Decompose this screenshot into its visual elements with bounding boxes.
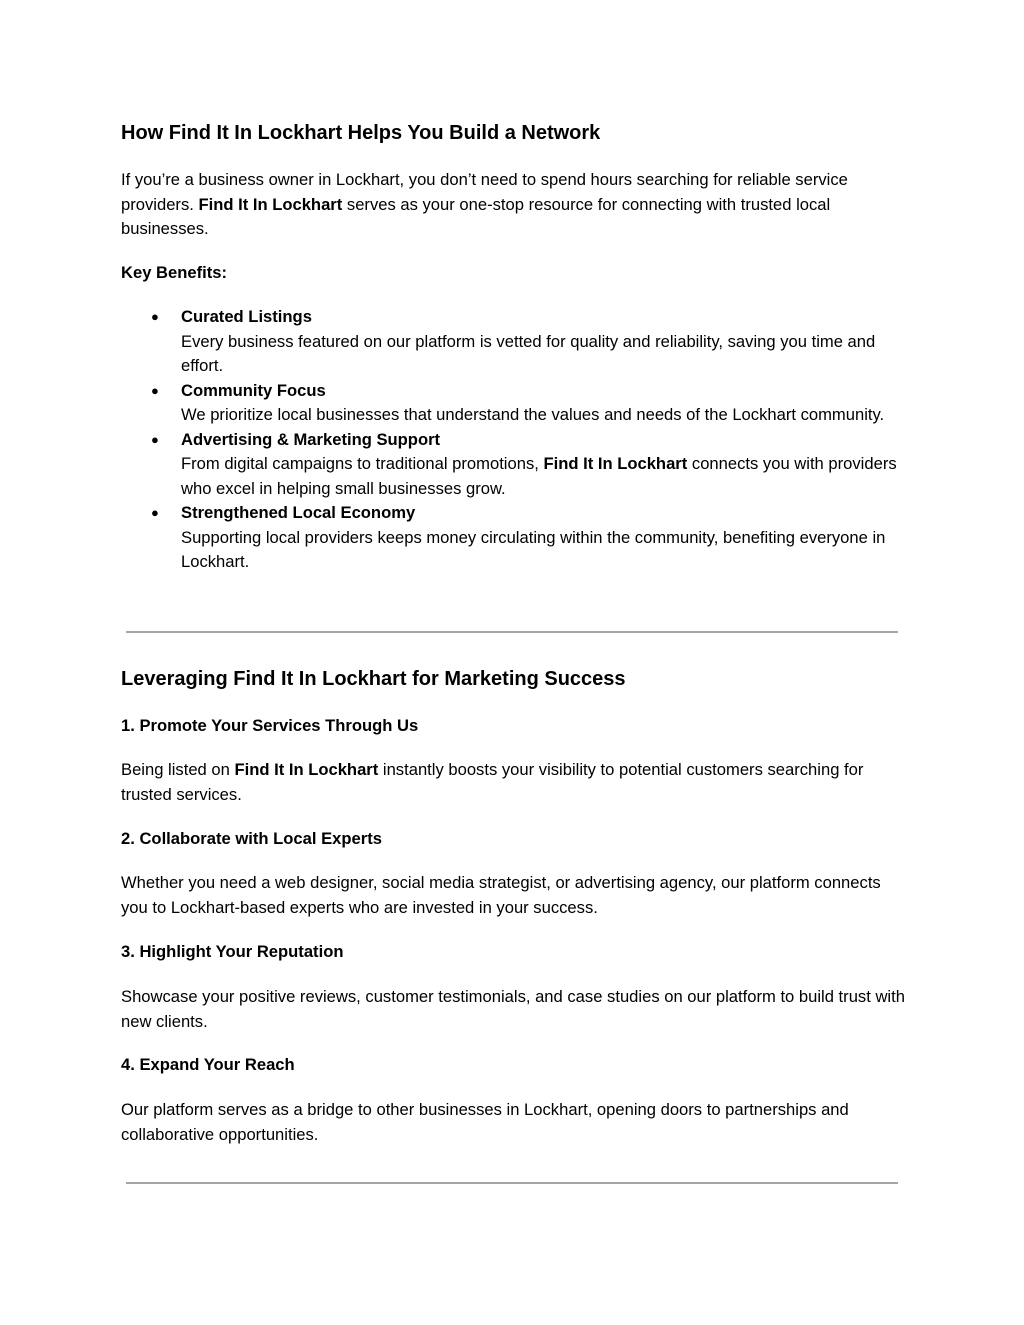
intro-bold: Find It In Lockhart [198, 194, 343, 214]
benefit-title: Advertising & Marketing Support [181, 429, 441, 449]
item2-title: 2. Collaborate with Local Experts [121, 829, 382, 848]
benefit-text: Every business featured on our platform is vetted for quality and reliability, saving you time and effort. [181, 331, 876, 375]
intro-text-a: If you’re a business owner in Lockhart, you don’t need to spend hours searching for reliable service providers. [121, 170, 848, 214]
bullet-icon: ● [151, 382, 159, 398]
section1-heading: How Find It In Lockhart Helps You Build a Network [121, 122, 601, 144]
item3-text: Showcase your positive reviews, customer testimonials, and case studies on our platform to build trust with new clients. [121, 987, 905, 1031]
item1-text-bold: Find It In Lockhart [234, 760, 379, 779]
benefit-text: We prioritize local businesses that understand the values and needs of the Lockhart community. [181, 405, 885, 424]
item1-text-a: Being listed on [121, 760, 235, 779]
bullet-icon: ● [151, 431, 159, 447]
benefit-title: Community Focus [181, 380, 326, 400]
section1-intro [121, 168, 911, 242]
section2-heading: Leveraging Find It In Lockhart for Marketing Success [121, 668, 626, 690]
bullet-icon: ● [151, 505, 159, 520]
item4-text: Our platform serves as a bridge to other businesses in Lockhart, opening doors to partnerships and collaborative opportunities. [121, 1100, 849, 1144]
benefit-text-a: From digital campaigns to traditional promotions, [181, 454, 544, 473]
bullet-icon: ● [151, 309, 159, 324]
horizontal-divider [126, 1182, 898, 1184]
intro-text-b: serves as your one-stop resource for connecting with trusted local businesses. [121, 194, 831, 238]
horizontal-divider [126, 631, 898, 633]
benefit-text-b: connects you with providers who excel in helping small businesses grow. [181, 454, 897, 498]
benefit-text: Supporting local providers keeps money circulating within the community, benefiting everyone in Lockhart. [181, 527, 886, 571]
key-benefits-label: Key Benefits: [121, 263, 228, 282]
list-item [121, 501, 911, 575]
list-item [121, 379, 911, 428]
item2-text: Whether you need a web designer, social media strategist, or advertising agency, our platform connects you to Lockhart-based experts who are invested in your success. [121, 873, 881, 917]
item1-text [121, 758, 911, 807]
list-item [121, 428, 911, 502]
benefits-list [121, 305, 911, 575]
item4-title: 4. Expand Your Reach [121, 1055, 295, 1074]
benefit-text-bold: Find It In Lockhart [543, 454, 688, 473]
benefit-title: Strengthened Local Economy [181, 503, 416, 522]
item1-title: 1. Promote Your Services Through Us [121, 716, 419, 735]
item1-text-b: instantly boosts your visibility to potential customers searching for trusted services. [121, 760, 864, 804]
item3-title: 3. Highlight Your Reputation [121, 942, 344, 961]
list-item [121, 305, 911, 379]
benefit-title: Curated Listings [181, 307, 312, 326]
